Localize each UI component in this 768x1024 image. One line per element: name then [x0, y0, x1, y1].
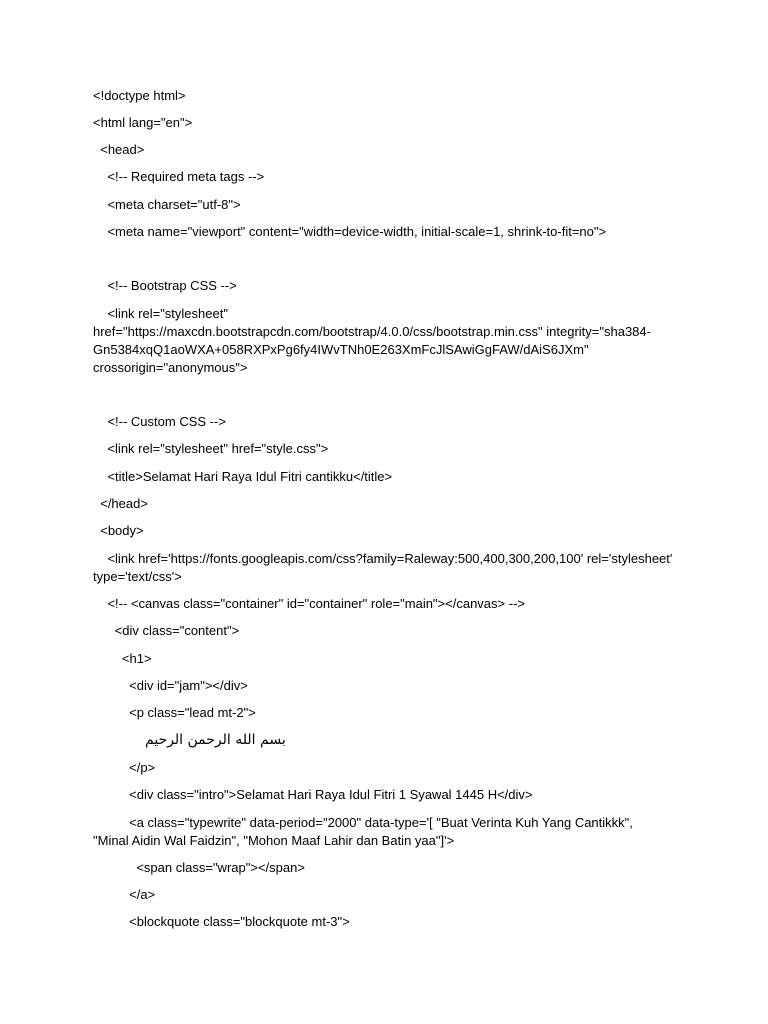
- code-line: type='text/css'>: [93, 569, 182, 584]
- code-line: </a>: [93, 887, 156, 902]
- code-line: <a class="typewrite" data-period="2000" data-type='[ "Buat Verinta Kuh Yang Cantikkk",: [93, 815, 633, 830]
- code-line: <p class="lead mt-2">: [93, 705, 256, 720]
- code-line: <div id="jam"></div>: [93, 678, 248, 693]
- code-line: <body>: [93, 523, 144, 538]
- code-line: <div class="content">: [93, 623, 240, 638]
- code-line: <!-- Custom CSS -->: [93, 414, 226, 429]
- arabic-text-line: بسم الله الرحمن الرحيم: [145, 732, 286, 748]
- code-line: <meta charset="utf-8">: [93, 197, 241, 212]
- code-line: <!-- Required meta tags -->: [93, 169, 265, 184]
- code-line: <!-- Bootstrap CSS -->: [93, 278, 237, 293]
- code-line: <link rel="stylesheet" href="style.css">: [93, 441, 329, 456]
- code-line: <meta name="viewport" content="width=device-width, initial-scale=1, shrink-to-fit=no">: [93, 224, 607, 239]
- code-line: <html lang="en">: [93, 115, 193, 130]
- code-line: <!-- <canvas class="container" id="container" role="main"></canvas> -->: [93, 596, 525, 611]
- code-line: <head>: [93, 142, 145, 157]
- code-line: <title>Selamat Hari Raya Idul Fitri cantikku</title>: [93, 469, 393, 484]
- code-line: <h1>: [93, 651, 152, 666]
- code-line: <span class="wrap"></span>: [93, 860, 305, 875]
- code-line: <link rel="stylesheet": [93, 306, 228, 321]
- code-line: <blockquote class="blockquote mt-3">: [93, 914, 350, 929]
- code-line: <div class="intro">Selamat Hari Raya Idul Fitri 1 Syawal 1445 H</div>: [93, 787, 533, 802]
- code-line: "Minal Aidin Wal Faidzin", "Mohon Maaf Lahir dan Batin yaa"]'>: [93, 833, 455, 848]
- code-line: <!doctype html>: [93, 88, 186, 103]
- code-line: <link href='https://fonts.googleapis.com/css?family=Raleway:500,400,300,200,100' rel='stylesheet': [93, 551, 673, 566]
- code-line: </p>: [93, 760, 156, 775]
- code-line: Gn5384xqQ1aoWXA+058RXPxPg6fy4IWvTNh0E263XmFcJlSAwiGgFAW/dAiS6JXm": [93, 342, 589, 357]
- code-line: href="https://maxcdn.bootstrapcdn.com/bootstrap/4.0.0/css/bootstrap.min.css" integrity="sha384-: [93, 324, 651, 339]
- code-line: </head>: [93, 496, 148, 511]
- code-line: crossorigin="anonymous">: [93, 360, 248, 375]
